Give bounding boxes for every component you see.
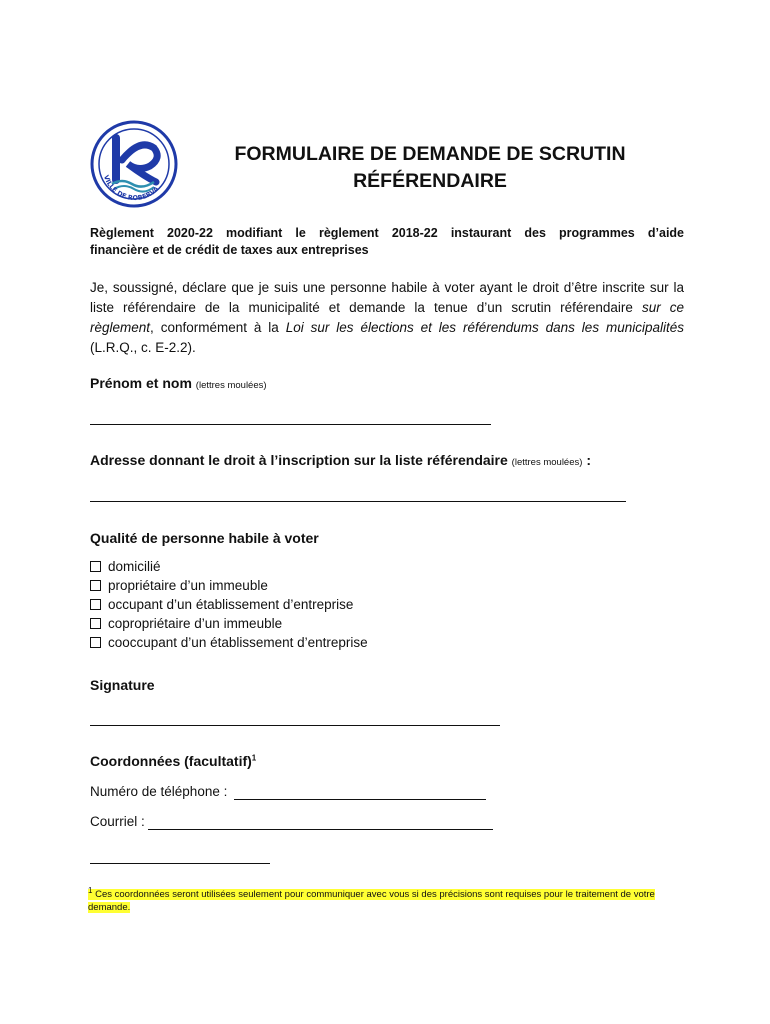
checkbox-icon[interactable] [90, 561, 101, 572]
checkbox-coproprietaire[interactable]: copropriétaire d’un immeuble [90, 614, 368, 633]
checkbox-proprietaire[interactable]: propriétaire d’un immeuble [90, 576, 368, 595]
form-title-line1: FORMULAIRE DE DEMANDE DE SCRUTIN [234, 143, 626, 165]
checkbox-domicilie[interactable]: domicilié [90, 557, 368, 576]
checkbox-icon[interactable] [90, 599, 101, 610]
name-label: Prénom et nom (lettres moulées) [90, 375, 267, 391]
reglement-heading: Règlement 2020-22 modifiant le règlement 2018-22 instaurant des programmes d’aide financière et de crédit de taxes aux entreprises [90, 226, 684, 257]
checkbox-occupant[interactable]: occupant d’un établissement d’entreprise [90, 595, 368, 614]
address-label: Adresse donnant le droit à l’inscription sur la liste référendaire (lettres moulées) : [90, 452, 591, 468]
coordonnees-label: Coordonnées (facultatif)$^1$ [90, 753, 257, 769]
signature-field-line[interactable] [90, 725, 500, 726]
footnote-separator [90, 863, 270, 864]
checkbox-cooccupant[interactable]: cooccupant d’un établissement d’entreprise [90, 633, 368, 652]
name-field-line[interactable] [90, 424, 491, 425]
checkbox-icon[interactable] [90, 580, 101, 591]
email-label: Courriel : [90, 814, 145, 829]
roberval-logo [88, 118, 180, 210]
footnote: $^1$ Ces coordonnées seront utilisées seulement pour communiquer avec vous si des précisions sont requises pour le traitement de votre demande. [88, 886, 655, 914]
declaration-paragraph: Je, soussigné, déclare que je suis une personne habile à voter ayant le droit d’être inscrite sur la liste référendaire de la municipalité et demande la tenue d’un scrutin référendaire sur ce règlement, conformément à la Loi sur les élections et les référendums dans les municipalités (L.R.Q., c. E-2.2). [90, 280, 685, 355]
checkbox-icon[interactable] [90, 637, 101, 648]
checkbox-list [90, 557, 368, 652]
logo-text: VILLE DE ROBERVA [102, 174, 161, 203]
qualite-label: Qualité de personne habile à voter [90, 530, 319, 546]
form-title-line2: RÉFÉRENDAIRE [353, 170, 507, 192]
checkbox-icon[interactable] [90, 618, 101, 629]
email-field-line[interactable] [148, 829, 493, 830]
phone-field-line[interactable] [234, 799, 486, 800]
phone-label: Numéro de téléphone : [90, 784, 228, 799]
address-field-line[interactable] [90, 501, 626, 502]
signature-label: Signature [90, 677, 155, 693]
